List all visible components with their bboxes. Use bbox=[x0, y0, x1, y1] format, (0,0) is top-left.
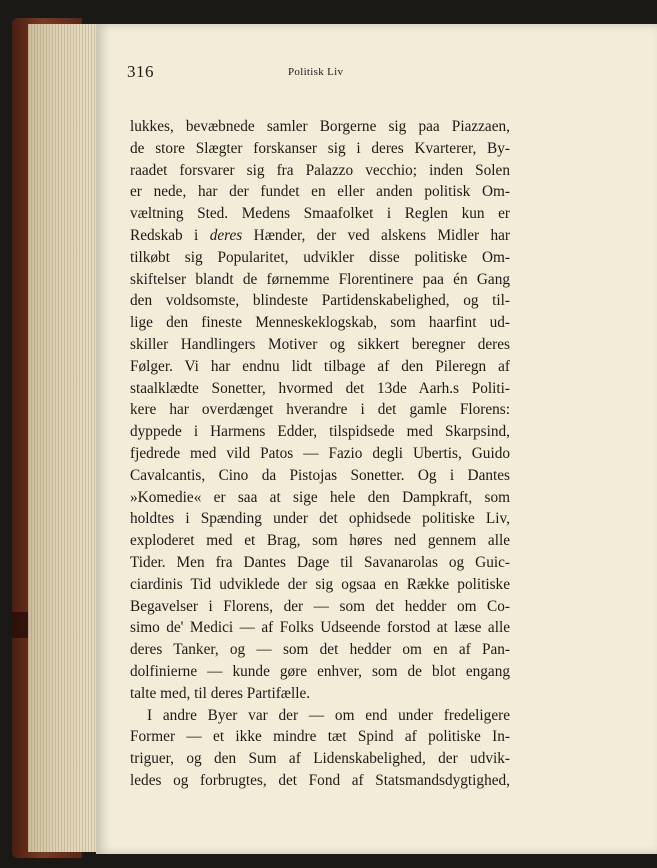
text-line: lukkes, bevæbnede samler Borgerne sig paa Piazzaen, bbox=[130, 118, 510, 135]
text-line: dolfinierne — kunde gøre enhver, som de blot engang bbox=[130, 662, 510, 680]
text-line: den voldsomste, blindeste Partidenskabelighed, og til- bbox=[130, 292, 510, 310]
line-segment: Redskab i bbox=[130, 226, 210, 244]
text-line: talte med, til deres Partifælle. bbox=[130, 684, 311, 702]
text-line: dyppede i Harmens Edder, tilspidsede med Skarpsind, bbox=[130, 423, 510, 441]
line-segment: Hænder, der ved alskens Midler har bbox=[242, 226, 510, 244]
page-edges bbox=[28, 24, 98, 852]
italic-word: deres bbox=[209, 226, 243, 244]
text-line: »Komedie« er saa at sige hele den Dampkraft, som bbox=[130, 488, 510, 506]
running-title: Politisk Liv bbox=[288, 66, 344, 78]
text-line: staalklædte Sonetter, hvormed det 13de Aarh.s Politi- bbox=[130, 379, 510, 397]
text-line: væltning Sted. Medens Smaafolket i Reglen kun er bbox=[130, 205, 510, 223]
body-text bbox=[130, 116, 510, 792]
text-line: skiftelser blandt de førnemme Florentinere paa én Gang bbox=[130, 270, 510, 288]
text-line: Begavelser i Florens, der — som det hedder om Co- bbox=[130, 597, 510, 615]
text-line: kere har overdænget hverandre i det gamle Florens: bbox=[130, 401, 510, 419]
text-line: Tider. Men fra Dantes Dage til Savanarolas og Guic- bbox=[130, 553, 510, 571]
text-line-with-italic bbox=[130, 225, 510, 247]
text-line: ciardinis Tid udviklede der sig ogsaa en Række politiske bbox=[130, 575, 510, 593]
page-number: 316 bbox=[127, 62, 154, 81]
text-line: Følger. Vi har endnu lidt tilbage af den Pileregn af bbox=[130, 357, 510, 375]
text-line: Former — et ikke mindre tæt Spind af politiske In- bbox=[130, 728, 510, 746]
text-line: skiller Handlingers Motiver og sikkert beregner deres bbox=[130, 335, 510, 353]
text-line: holdtes i Spænding under det ophidsede politiske Liv, bbox=[130, 510, 510, 528]
text-line: de store Slægter forskanser sig i deres Kvarterer, By- bbox=[130, 139, 510, 157]
text-line: triguer, og den Sum af Lidenskabelighed, der udvik- bbox=[130, 750, 510, 768]
text-line: Cavalcantis, Cino da Pistojas Sonetter. Og i Dantes bbox=[130, 466, 510, 484]
text-line: lige den fineste Menneskeklogskab, som haarfint ud- bbox=[130, 314, 510, 332]
text-line: simo de' Medici — af Folks Udseende forstod at læse alle bbox=[130, 619, 510, 637]
text-line: fjedrede med vild Patos — Fazio degli Ubertis, Guido bbox=[130, 444, 510, 462]
text-line: ledes og forbrugtes, det Fond af Statsmandsdygtighed, bbox=[130, 771, 510, 789]
text-line: er nede, har der fundet en eller anden politisk Om- bbox=[130, 183, 510, 201]
text-line: deres Tanker, og — som det hedder om en af Pan- bbox=[130, 641, 510, 659]
text-line: I andre Byer var der — om end under fredeligere bbox=[147, 706, 510, 724]
text-line: tilkøbt sig Popularitet, udvikler disse politiske Om- bbox=[130, 248, 510, 266]
text-line: exploderet med et Brag, som høres ned gennem alle bbox=[130, 532, 510, 550]
text-line: raadet forsvarer sig fra Palazzo vecchio; inden Solen bbox=[130, 161, 510, 179]
